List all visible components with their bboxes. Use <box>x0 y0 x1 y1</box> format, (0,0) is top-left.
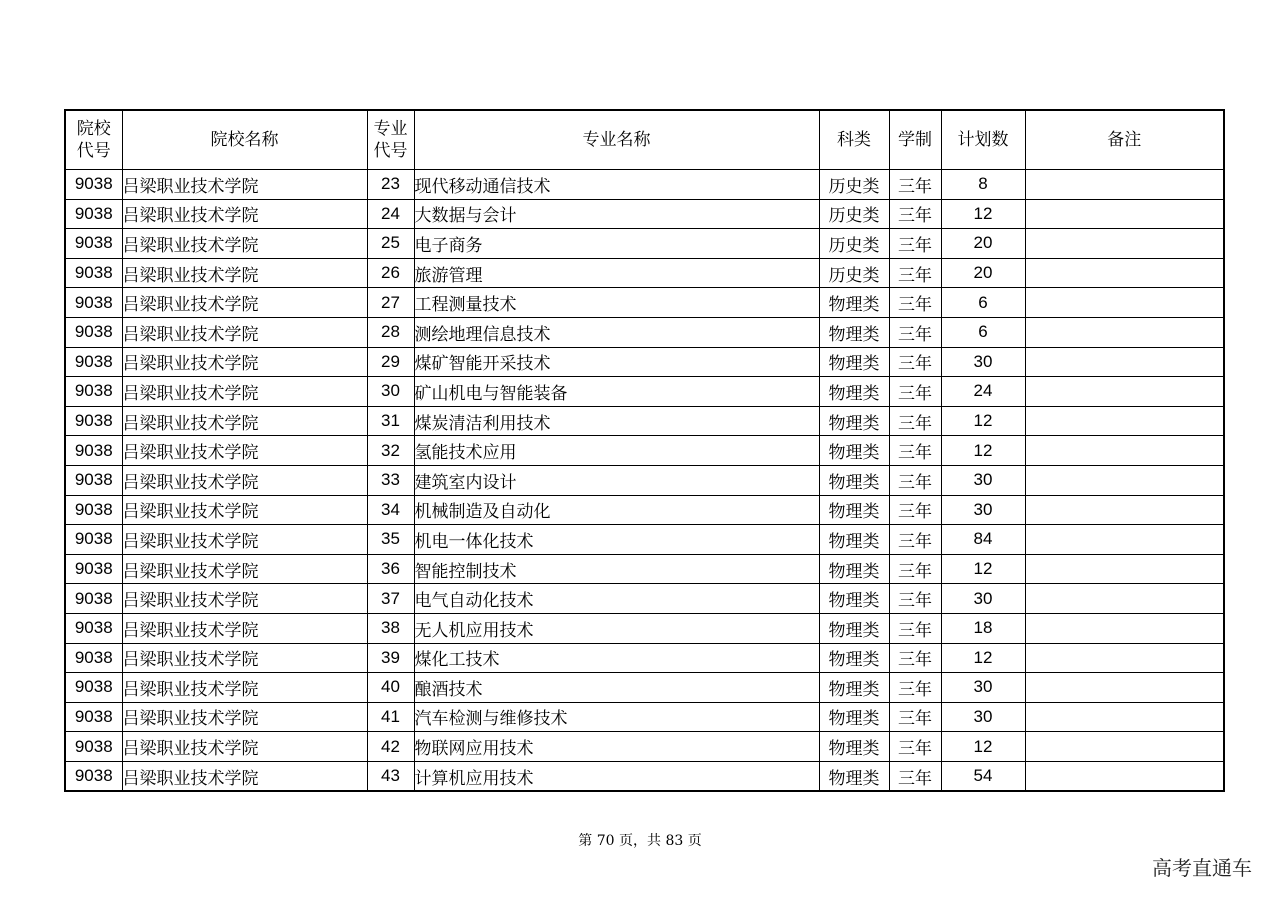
header-duration: 学制 <box>889 110 941 170</box>
cell-plan-count: 12 <box>941 199 1025 229</box>
table-body <box>65 170 1224 792</box>
cell-major-name: 氢能技术应用 <box>414 436 819 466</box>
cell-notes <box>1025 613 1224 643</box>
cell-duration: 三年 <box>889 525 941 555</box>
cell-duration: 三年 <box>889 465 941 495</box>
cell-major-name: 工程测量技术 <box>414 288 819 318</box>
cell-notes <box>1025 170 1224 200</box>
header-plan-count: 计划数 <box>941 110 1025 170</box>
cell-notes <box>1025 702 1224 732</box>
cell-school-code: 9038 <box>65 406 122 436</box>
cell-school-name: 吕梁职业技术学院 <box>122 732 367 762</box>
cell-major-code: 24 <box>367 199 414 229</box>
cell-school-name: 吕梁职业技术学院 <box>122 317 367 347</box>
cell-duration: 三年 <box>889 584 941 614</box>
cell-school-name: 吕梁职业技术学院 <box>122 465 367 495</box>
cell-school-code: 9038 <box>65 229 122 259</box>
cell-duration: 三年 <box>889 613 941 643</box>
cell-duration: 三年 <box>889 732 941 762</box>
cell-subject: 物理类 <box>819 525 889 555</box>
table-header <box>65 110 1224 170</box>
cell-subject: 物理类 <box>819 288 889 318</box>
cell-school-name: 吕梁职业技术学院 <box>122 673 367 703</box>
table-row <box>65 317 1224 347</box>
cell-school-code: 9038 <box>65 258 122 288</box>
table-row <box>65 436 1224 466</box>
cell-major-name: 煤矿智能开采技术 <box>414 347 819 377</box>
cell-school-code: 9038 <box>65 170 122 200</box>
cell-school-code: 9038 <box>65 554 122 584</box>
cell-duration: 三年 <box>889 761 941 791</box>
cell-school-name: 吕梁职业技术学院 <box>122 761 367 791</box>
cell-notes <box>1025 406 1224 436</box>
cell-school-name: 吕梁职业技术学院 <box>122 347 367 377</box>
table-row <box>65 673 1224 703</box>
cell-subject: 物理类 <box>819 465 889 495</box>
cell-plan-count: 12 <box>941 436 1025 466</box>
cell-major-name: 电子商务 <box>414 229 819 259</box>
cell-duration: 三年 <box>889 229 941 259</box>
cell-major-code: 42 <box>367 732 414 762</box>
cell-notes <box>1025 229 1224 259</box>
cell-notes <box>1025 673 1224 703</box>
cell-major-code: 34 <box>367 495 414 525</box>
cell-school-name: 吕梁职业技术学院 <box>122 584 367 614</box>
cell-school-name: 吕梁职业技术学院 <box>122 170 367 200</box>
cell-school-name: 吕梁职业技术学院 <box>122 377 367 407</box>
cell-school-code: 9038 <box>65 495 122 525</box>
cell-school-name: 吕梁职业技术学院 <box>122 406 367 436</box>
cell-notes <box>1025 377 1224 407</box>
cell-major-code: 41 <box>367 702 414 732</box>
cell-subject: 物理类 <box>819 584 889 614</box>
cell-duration: 三年 <box>889 643 941 673</box>
cell-school-code: 9038 <box>65 199 122 229</box>
cell-school-name: 吕梁职业技术学院 <box>122 199 367 229</box>
cell-plan-count: 30 <box>941 465 1025 495</box>
cell-notes <box>1025 436 1224 466</box>
cell-subject: 物理类 <box>819 673 889 703</box>
cell-plan-count: 6 <box>941 288 1025 318</box>
cell-subject: 物理类 <box>819 317 889 347</box>
table-row <box>65 347 1224 377</box>
table-row <box>65 732 1224 762</box>
cell-duration: 三年 <box>889 406 941 436</box>
cell-subject: 物理类 <box>819 406 889 436</box>
cell-major-code: 31 <box>367 406 414 436</box>
cell-plan-count: 12 <box>941 406 1025 436</box>
cell-subject: 物理类 <box>819 613 889 643</box>
cell-notes <box>1025 643 1224 673</box>
cell-plan-count: 24 <box>941 377 1025 407</box>
table-row <box>65 465 1224 495</box>
cell-major-code: 27 <box>367 288 414 318</box>
cell-plan-count: 84 <box>941 525 1025 555</box>
cell-major-name: 旅游管理 <box>414 258 819 288</box>
cell-major-name: 电气自动化技术 <box>414 584 819 614</box>
table-row <box>65 643 1224 673</box>
cell-major-code: 29 <box>367 347 414 377</box>
table-row <box>65 406 1224 436</box>
cell-plan-count: 12 <box>941 554 1025 584</box>
cell-major-name: 建筑室内设计 <box>414 465 819 495</box>
table-row <box>65 377 1224 407</box>
cell-notes <box>1025 525 1224 555</box>
table-row <box>65 199 1224 229</box>
cell-major-name: 现代移动通信技术 <box>414 170 819 200</box>
cell-duration: 三年 <box>889 347 941 377</box>
cell-notes <box>1025 347 1224 377</box>
cell-duration: 三年 <box>889 288 941 318</box>
header-school-code: 院校代号 <box>65 110 122 170</box>
table-row <box>65 525 1224 555</box>
cell-major-code: 33 <box>367 465 414 495</box>
cell-plan-count: 8 <box>941 170 1025 200</box>
cell-major-name: 无人机应用技术 <box>414 613 819 643</box>
cell-school-name: 吕梁职业技术学院 <box>122 258 367 288</box>
cell-major-code: 26 <box>367 258 414 288</box>
cell-major-name: 煤化工技术 <box>414 643 819 673</box>
cell-subject: 物理类 <box>819 761 889 791</box>
cell-plan-count: 30 <box>941 702 1025 732</box>
cell-plan-count: 30 <box>941 495 1025 525</box>
cell-notes <box>1025 732 1224 762</box>
cell-subject: 物理类 <box>819 436 889 466</box>
cell-plan-count: 18 <box>941 613 1025 643</box>
cell-plan-count: 30 <box>941 347 1025 377</box>
cell-notes <box>1025 288 1224 318</box>
cell-duration: 三年 <box>889 702 941 732</box>
cell-major-code: 30 <box>367 377 414 407</box>
table-row <box>65 495 1224 525</box>
cell-notes <box>1025 554 1224 584</box>
table-row <box>65 554 1224 584</box>
cell-school-code: 9038 <box>65 347 122 377</box>
cell-plan-count: 12 <box>941 732 1025 762</box>
cell-duration: 三年 <box>889 495 941 525</box>
cell-plan-count: 12 <box>941 643 1025 673</box>
table-row <box>65 229 1224 259</box>
cell-school-code: 9038 <box>65 584 122 614</box>
cell-plan-count: 20 <box>941 258 1025 288</box>
cell-school-code: 9038 <box>65 465 122 495</box>
cell-subject: 历史类 <box>819 258 889 288</box>
cell-notes <box>1025 584 1224 614</box>
header-major-code: 专业代号 <box>367 110 414 170</box>
cell-plan-count: 30 <box>941 673 1025 703</box>
cell-notes <box>1025 317 1224 347</box>
cell-subject: 物理类 <box>819 554 889 584</box>
cell-duration: 三年 <box>889 317 941 347</box>
cell-notes <box>1025 199 1224 229</box>
cell-subject: 历史类 <box>819 229 889 259</box>
table-row <box>65 702 1224 732</box>
cell-school-name: 吕梁职业技术学院 <box>122 436 367 466</box>
cell-major-code: 36 <box>367 554 414 584</box>
cell-plan-count: 20 <box>941 229 1025 259</box>
page-number: 第 70 页，共 83 页 <box>578 833 702 849</box>
header-notes: 备注 <box>1025 110 1224 170</box>
cell-school-code: 9038 <box>65 525 122 555</box>
cell-subject: 物理类 <box>819 732 889 762</box>
cell-major-code: 39 <box>367 643 414 673</box>
cell-duration: 三年 <box>889 673 941 703</box>
cell-major-name: 大数据与会计 <box>414 199 819 229</box>
cell-subject: 物理类 <box>819 377 889 407</box>
cell-major-name: 汽车检测与维修技术 <box>414 702 819 732</box>
cell-school-code: 9038 <box>65 317 122 347</box>
cell-major-name: 机械制造及自动化 <box>414 495 819 525</box>
cell-plan-count: 6 <box>941 317 1025 347</box>
watermark-text: 高考直通车 <box>1152 856 1252 880</box>
header-subject: 科类 <box>819 110 889 170</box>
cell-major-code: 35 <box>367 525 414 555</box>
table-row <box>65 613 1224 643</box>
cell-subject: 物理类 <box>819 495 889 525</box>
cell-major-name: 计算机应用技术 <box>414 761 819 791</box>
header-major-name: 专业名称 <box>414 110 819 170</box>
cell-notes <box>1025 465 1224 495</box>
cell-school-code: 9038 <box>65 702 122 732</box>
cell-school-code: 9038 <box>65 436 122 466</box>
cell-major-name: 智能控制技术 <box>414 554 819 584</box>
cell-major-name: 矿山机电与智能装备 <box>414 377 819 407</box>
header-school-name: 院校名称 <box>122 110 367 170</box>
cell-school-name: 吕梁职业技术学院 <box>122 495 367 525</box>
cell-duration: 三年 <box>889 170 941 200</box>
cell-subject: 物理类 <box>819 643 889 673</box>
cell-subject: 历史类 <box>819 199 889 229</box>
cell-notes <box>1025 495 1224 525</box>
table-row <box>65 288 1224 318</box>
table-row <box>65 761 1224 791</box>
table-row <box>65 170 1224 200</box>
cell-school-name: 吕梁职业技术学院 <box>122 229 367 259</box>
cell-major-code: 32 <box>367 436 414 466</box>
cell-duration: 三年 <box>889 199 941 229</box>
cell-duration: 三年 <box>889 258 941 288</box>
table-row <box>65 584 1224 614</box>
cell-school-code: 9038 <box>65 613 122 643</box>
cell-school-name: 吕梁职业技术学院 <box>122 643 367 673</box>
cell-school-name: 吕梁职业技术学院 <box>122 702 367 732</box>
cell-notes <box>1025 258 1224 288</box>
cell-school-name: 吕梁职业技术学院 <box>122 525 367 555</box>
cell-major-name: 物联网应用技术 <box>414 732 819 762</box>
cell-school-name: 吕梁职业技术学院 <box>122 288 367 318</box>
cell-major-name: 煤炭清洁利用技术 <box>414 406 819 436</box>
cell-duration: 三年 <box>889 436 941 466</box>
cell-major-name: 测绘地理信息技术 <box>414 317 819 347</box>
cell-major-name: 酿酒技术 <box>414 673 819 703</box>
cell-major-code: 23 <box>367 170 414 200</box>
cell-major-code: 43 <box>367 761 414 791</box>
admission-plan-table <box>64 109 1225 792</box>
cell-school-code: 9038 <box>65 377 122 407</box>
cell-major-code: 25 <box>367 229 414 259</box>
cell-major-code: 28 <box>367 317 414 347</box>
cell-school-name: 吕梁职业技术学院 <box>122 613 367 643</box>
cell-school-code: 9038 <box>65 732 122 762</box>
cell-major-name: 机电一体化技术 <box>414 525 819 555</box>
cell-subject: 历史类 <box>819 170 889 200</box>
cell-major-code: 37 <box>367 584 414 614</box>
cell-school-code: 9038 <box>65 761 122 791</box>
cell-major-code: 38 <box>367 613 414 643</box>
cell-duration: 三年 <box>889 554 941 584</box>
cell-duration: 三年 <box>889 377 941 407</box>
cell-school-name: 吕梁职业技术学院 <box>122 554 367 584</box>
cell-plan-count: 30 <box>941 584 1025 614</box>
cell-school-code: 9038 <box>65 288 122 318</box>
cell-notes <box>1025 761 1224 791</box>
cell-subject: 物理类 <box>819 702 889 732</box>
cell-school-code: 9038 <box>65 673 122 703</box>
cell-major-code: 40 <box>367 673 414 703</box>
cell-school-code: 9038 <box>65 643 122 673</box>
cell-plan-count: 54 <box>941 761 1025 791</box>
cell-subject: 物理类 <box>819 347 889 377</box>
table-row <box>65 258 1224 288</box>
